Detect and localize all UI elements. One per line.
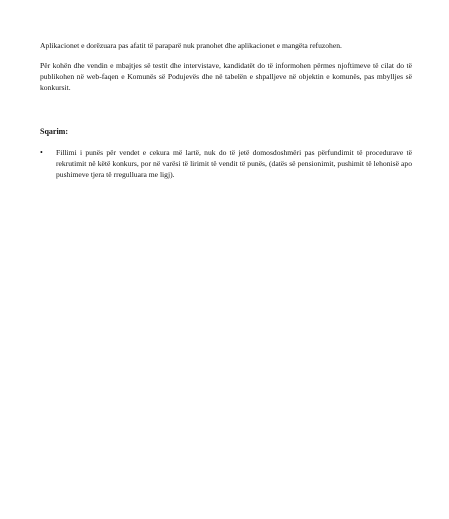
bullet-icon: • bbox=[40, 148, 43, 157]
list-item-text: Fillimi i punës për vendet e cekura më lartë, nuk do të jetë domosdoshmëri pas përfundimit të procedurave të rekrutimit në këtë konkurs, por në varësi të lirimit të vendit të punës, (datës së pensionimit, pushimit të lehonisë apo pushimeve tjera të rregulluara me ligj). bbox=[56, 148, 412, 179]
clarification-heading: Sqarim: bbox=[40, 127, 68, 136]
paragraph-late-applications: Aplikacionet e dorëzuara pas afatit të paraparë nuk pranohet dhe aplikacionet e mangëta refuzohen. bbox=[40, 41, 342, 50]
document-content bbox=[40, 40, 412, 180]
paragraph-test-interview-info: Për kohën dhe vendin e mbajtjes së testit dhe intervistave, kandidatët do të informohen përmes njoftimeve të cilat do të publikohen në web-faqen e Komunës së Podujevës dhe në tabelën e shpalljeve në objektin e komunës, pas mbylljes së konkursit. bbox=[40, 61, 412, 92]
list-item bbox=[40, 147, 412, 180]
clarification-list bbox=[40, 147, 412, 180]
